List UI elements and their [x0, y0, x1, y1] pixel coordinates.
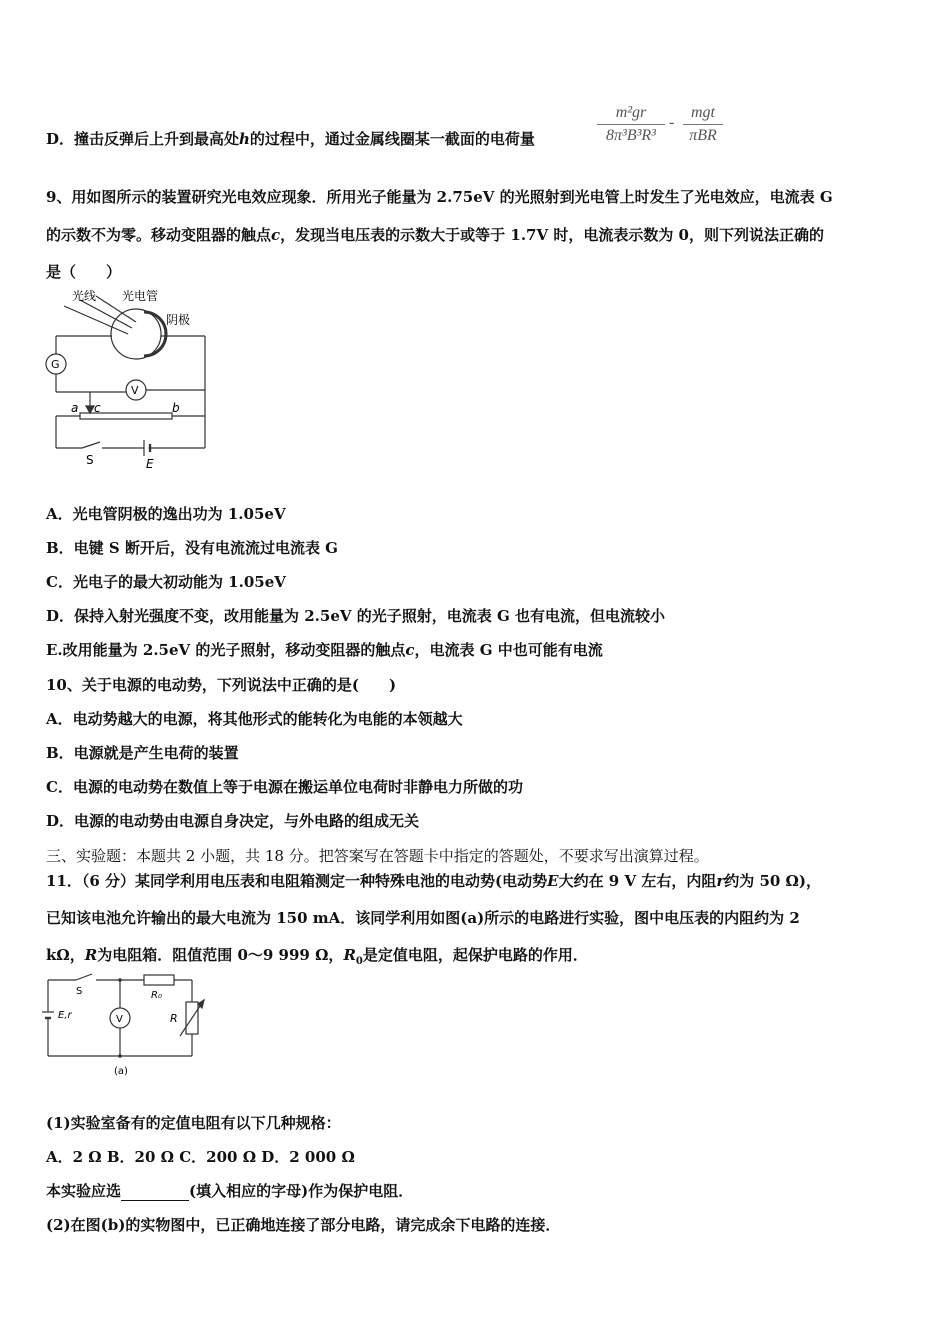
q8-minus: - — [669, 114, 675, 131]
label-v: V — [116, 1014, 123, 1025]
q8-h-var: h — [239, 130, 250, 148]
label-phototube: 光电管 — [122, 289, 159, 303]
q11-line3-part1: kΩ， — [46, 946, 85, 964]
q11-r0-var: R — [343, 946, 356, 964]
label-e: E — [146, 457, 154, 471]
q9-option-e-part2: ，电流表 G 中也可能有电流 — [414, 641, 603, 659]
r0-resistor — [144, 975, 174, 985]
label-er: E,r — [58, 1010, 72, 1021]
q8-fraction-1 — [597, 104, 665, 145]
section-3-heading: 三、实验题：本题共 2 小题，共 18 分。把答案写在答题卡中指定的答题处，不要求写出演算过程。 — [46, 847, 709, 865]
label-g: G — [51, 358, 60, 371]
q9-option-e-part1: E.改用能量为 2.5eV 的光子照射，移动变阻器的触点 — [46, 641, 406, 659]
switch-blade — [76, 974, 92, 980]
q10-option-d: D．电源的电动势由电源自身决定，与外电路的组成无关 — [46, 812, 420, 830]
q9-option-e — [46, 639, 603, 660]
q9-option-c: C．光电子的最大初动能为 1.05eV — [46, 573, 286, 591]
q11-choose-line — [46, 1180, 413, 1201]
q11-part1: (1)实验室备有的定值电阻有以下几种规格： — [46, 1114, 341, 1132]
q9-stem-line3: 是（ ） — [46, 263, 122, 281]
q8-option-d-text: D．撞击反弹后上升到最高处 — [46, 130, 240, 148]
q9-c-var: c — [271, 226, 281, 244]
answer-blank[interactable] — [121, 1186, 189, 1201]
label-light: 光线 — [72, 289, 97, 303]
q11-part2: (2)在图(b)的实物图中，已正确地连接了部分电路，请完成余下电路的连接． — [46, 1216, 561, 1234]
q11-choose-part2: (填入相应的字母)作为保护电阻． — [189, 1182, 414, 1200]
label-s: S — [86, 453, 94, 467]
q8-option-d-text2: 的过程中，通过金属线圈某一截面的电荷量 — [249, 130, 535, 148]
q8-fraction-2 — [683, 104, 723, 145]
switch-blade — [82, 442, 100, 448]
q11-line3-part3: 是定值电阻，起保护电路的作用． — [362, 946, 588, 964]
label-r: R — [170, 1012, 178, 1025]
phototube-circle — [111, 309, 161, 359]
q9-stem-line2 — [46, 224, 824, 245]
label-s: S — [76, 986, 83, 997]
q11-stem-line1 — [46, 870, 821, 891]
figure-caption-a: (a) — [114, 1066, 128, 1077]
label-cathode: 阴极 — [166, 313, 191, 327]
q11-stem-line3 — [46, 944, 588, 967]
q8-frac2-numerator: mgt — [691, 104, 715, 121]
q10-stem: 10、关于电源的电动势，下列说法中正确的是( ) — [46, 676, 397, 694]
q10-option-c: C．电源的电动势在数值上等于电源在搬运单位电荷时非静电力所做的功 — [46, 778, 523, 796]
q11-resistor-options: A．2 Ω B．20 Ω C．200 Ω D．2 000 Ω — [46, 1148, 355, 1166]
q9-stem-line2-part1: 的示数不为零。移动变阻器的触点 — [46, 226, 272, 244]
q11-r-box-var: R — [84, 946, 98, 964]
q9-option-a: A．光电管阴极的逸出功为 1.05eV — [46, 505, 286, 523]
q8-frac1-numerator: m²gr — [615, 104, 647, 121]
q9-circuit-figure — [40, 286, 215, 476]
label-c: c — [94, 401, 101, 415]
label-v: V — [131, 384, 139, 397]
q9-stem-line1: 9、用如图所示的装置研究光电效应现象．所用光子能量为 2.75eV 的光照射到光电管上时发生了光电效应，电流表 G — [46, 188, 833, 206]
q8-frac1-denominator: 8π³B³R³ — [606, 127, 656, 144]
q8-frac2-denominator: πBR — [689, 127, 717, 144]
q9-option-b: B．电键 S 断开后，没有电流流过电流表 G — [46, 539, 338, 557]
q9-option-d: D．保持入射光强度不变，改用能量为 2.5eV 的光子照射，电流表 G 也有电流，但电流较小 — [46, 607, 665, 625]
label-r0: R₀ — [151, 990, 162, 1001]
q11-line1-part2: 大约在 9 V 左右，内阻 — [558, 872, 717, 890]
q11-stem-line2: 已知该电池允许输出的最大电流为 150 mA．该同学利用如图(a)所示的电路进行实验，图中电压表的内阻约为 2 — [46, 909, 800, 927]
q10-option-b: B．电源就是产生电荷的装置 — [46, 744, 239, 762]
q11-choose-part1: 本实验应选 — [46, 1182, 122, 1200]
q8-option-d — [46, 128, 535, 149]
q11-e-var: E — [547, 872, 559, 890]
q11-r-var: r — [716, 872, 725, 890]
q9-option-e-c-var: c — [405, 641, 415, 659]
q11-line1-part1: 11．（6 分）某同学利用电压表和电阻箱测定一种特殊电池的电动势(电动势 — [46, 872, 548, 890]
label-a: a — [71, 401, 79, 415]
q9-stem-line2-part2: ，发现当电压表的示数大于或等于 1.7V 时，电流表示数为 0，则下列说法正确的 — [280, 226, 824, 244]
q11-line3-part2: 为电阻箱．阻值范围 0～9 999 Ω， — [97, 946, 344, 964]
q11-circuit-figure-a — [40, 970, 215, 1080]
label-b: b — [172, 401, 180, 415]
q10-option-a: A．电动势越大的电源，将其他形式的能转化为电能的本领越大 — [46, 710, 463, 728]
q11-r0-sub: 0 — [355, 956, 363, 967]
q11-line1-part3: 约为 50 Ω)， — [724, 872, 822, 890]
